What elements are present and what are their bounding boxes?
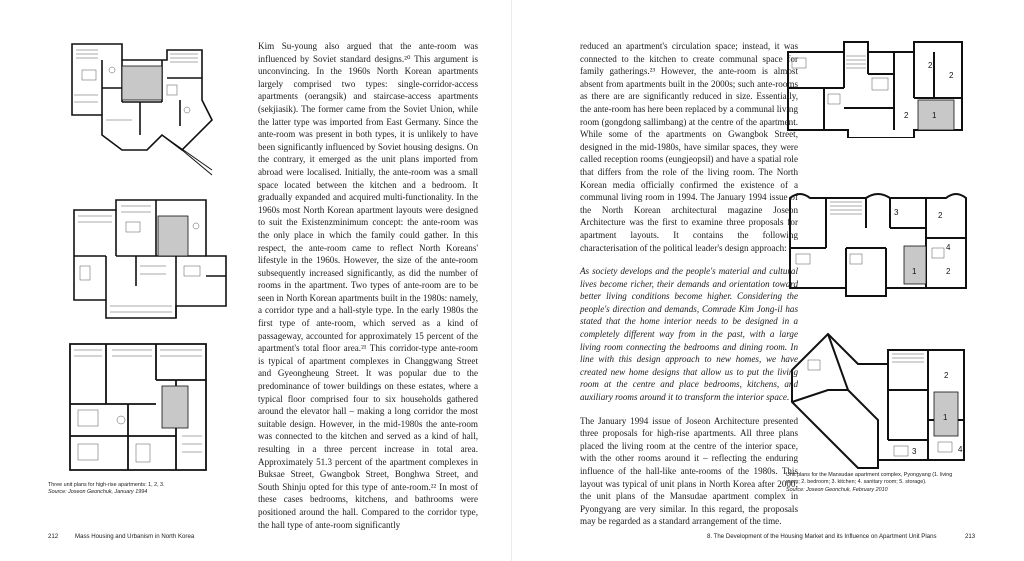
plan3-label-c: 1 [943,413,948,422]
right-footer-page-number: 213 [965,533,976,540]
figure-caption-left-source: Source: Joseon Geonchuk, January 1994 [48,489,148,496]
left-body-paragraph: Kim Su-young also argued that the ante-room was influenced by Soviet standard designs.²⁰ This argument is unconvincing. In the 1960s North Korean apartments largely comprised two types: single-corridor-access apartments (oerangsik) and staircase-access apartments (sekjiasik). The former came from the Soviet Union, while the latter type was imported from East Germany. Since the ante-room was present in both types, it is unlikely to have been significantly influenced by Soviet housing designs. On the contrary, it emerged as the unit plans imported from abroad were localised. Initially, the ante-room was a small space located between the kitchen and a bedroom. It gradually expanded and acquired multi-functionality. In the 1960s most North Korean apartment layouts were designed to suit the Existenzminimum concept: the ante-room was the only place in which the family could gather. In this respect, the ante-room came to reflect North Koreans' lifestyle in the 1960s. However, the size of the ante-room subsequently increased significantly, as did the number of rooms in the apartment. Two types of ante-room are to be seen in North Korean apartments built in the 1980s: namely, a corridor type and a hall-style type. In the early 1980s the first type of ante-room, which served as a kind of passageway, accounted for approximately 15 percent of the apartment's total floor area.²¹ This corridor-type ante-room is typical of apartment complexes in Changgwang Street and Gyeongheung Street. It was popular due to the predominance of tower buildings on these estates, where a typical floor comprised four to six households gathered around the elevator hall – making a long corridor the most suitable design. However, in the mid-1980s the ante-room was connected to the kitchen and served as a kind of hall, resulting in a three percent increase in total area. Approximately 51.3 percent of the apartment complexes in Buksae Street, Gwangbok Street, Bonghwa Street, and South Shinju opted for this type of ante-room.²² In most of these cases bedrooms, kitchens, and bathrooms were positioned around the hall. Compared to the corridor type, the hall type of ante-room significantly [258,41,478,530]
figure-caption-left-text: Three unit plans for high-rise apartments: 1, 2, 3. [48,482,165,488]
right-body-paragraph-1: reduced an apartment's circulation space; instead, it was connected to the kitchen to create communal space for family gatherings.²³ However, the ante-room is almost absent from apartments built in the 2000s; such ante-rooms as there are are significantly reduced in size. Essentially, the ante-room has here been replaced by a communal living room (gongdong sallimbang) at the centre of the apartment. While some of the apartments on Gwangbok Street, designed in the mid-1980s, have similar spaces, they were called reception rooms (eungjeopsil) and have a spatial role that differs from the role of the living room. The North Korean media officially confirmed the existence of a communal living room in 1994. The January 1994 issue of the North Korean architectural magazine Joseon Architecture was the first to examine three proposals for apartment layouts. It contains the following characterisation of the political leader's design approach: [580,41,798,253]
figure-caption-right-source: Source: Joseon Geonchuk, February 2010 [786,486,888,493]
plan3-label-b: 3 [912,447,917,456]
mansudae-plan-1 [784,38,968,138]
plan2-label-b: 2 [938,211,943,220]
left-body-text [258,40,478,531]
plan2-label-a: 3 [894,208,899,217]
floor-plan-3-drawing [66,340,211,475]
floor-plan-2 [66,196,231,321]
plan3-label-a: 2 [944,371,949,380]
design-approach-quote: As society develops and the people's material and cultural lives become richer, their demands and orientation toward better living conditions become higher. Considering the people's direction and demands, Comrade Kim Jong-il has stated that the home interior needs to be designed in a completely different way from in the past, with a large living room connecting the bedrooms and dining room. In line with this design approach to new homes, we have created new home designs that allow us to put the living room at the centre and place bedrooms, kitchens, and auxiliary rooms around it to transform the interior space. [580,266,798,403]
floor-plan-3 [66,340,211,475]
right-body-text [580,40,798,528]
floor-plan-1-drawing [62,40,222,190]
right-page [512,0,1024,561]
plan2-label-d: 1 [912,267,917,276]
mansudae-plan-2 [786,188,970,298]
plan1-label-d: 2 [904,111,909,120]
figure-caption-right-text: Unit plans for the Mansudae apartment complex, Pyongyang (1. living room; 2. bedroom; 3. kitchen; 4. sanitary room; 5. storage). [786,472,953,486]
mansudae-plan-2-drawing [786,188,970,298]
left-footer-page-number: 212 [48,533,59,540]
floor-plan-1 [62,40,222,190]
plan3-label-d: 4 [958,445,963,454]
floor-plan-2-drawing [66,196,231,321]
figure-caption-right [786,472,966,494]
mansudae-plan-3-drawing [788,330,968,470]
plan1-label-a: 2 [928,61,933,70]
left-footer-title: Mass Housing and Urbanism in North Korea [75,533,195,540]
figure-caption-left [48,482,228,497]
plan1-label-b: 2 [949,71,954,80]
mansudae-plan-3 [788,330,968,470]
right-body-paragraph-2: The January 1994 issue of Joseon Architecture presented three proposals for high-rise apartments. All three plans placed the living room at the centre of the interior space, with the other rooms around it – reflecting the enduring influence of the hall-like ante-rooms of the 1980s. This layout was typical of unit plans in North Korea after 2000; the unit plans of the Mansudae apartment complex in Pyongyang are very similar. In this regard, the proposals may be regarded as a standard arrangement of the time. [580,415,798,527]
right-footer-title: 8. The Development of the Housing Market and its Influence on Apartment Unit Plans [707,533,937,540]
plan1-label-c: 1 [932,111,937,120]
plan2-label-c: 4 [946,243,951,252]
mansudae-plan-1-drawing [784,38,968,138]
plan2-label-e: 2 [946,267,951,276]
